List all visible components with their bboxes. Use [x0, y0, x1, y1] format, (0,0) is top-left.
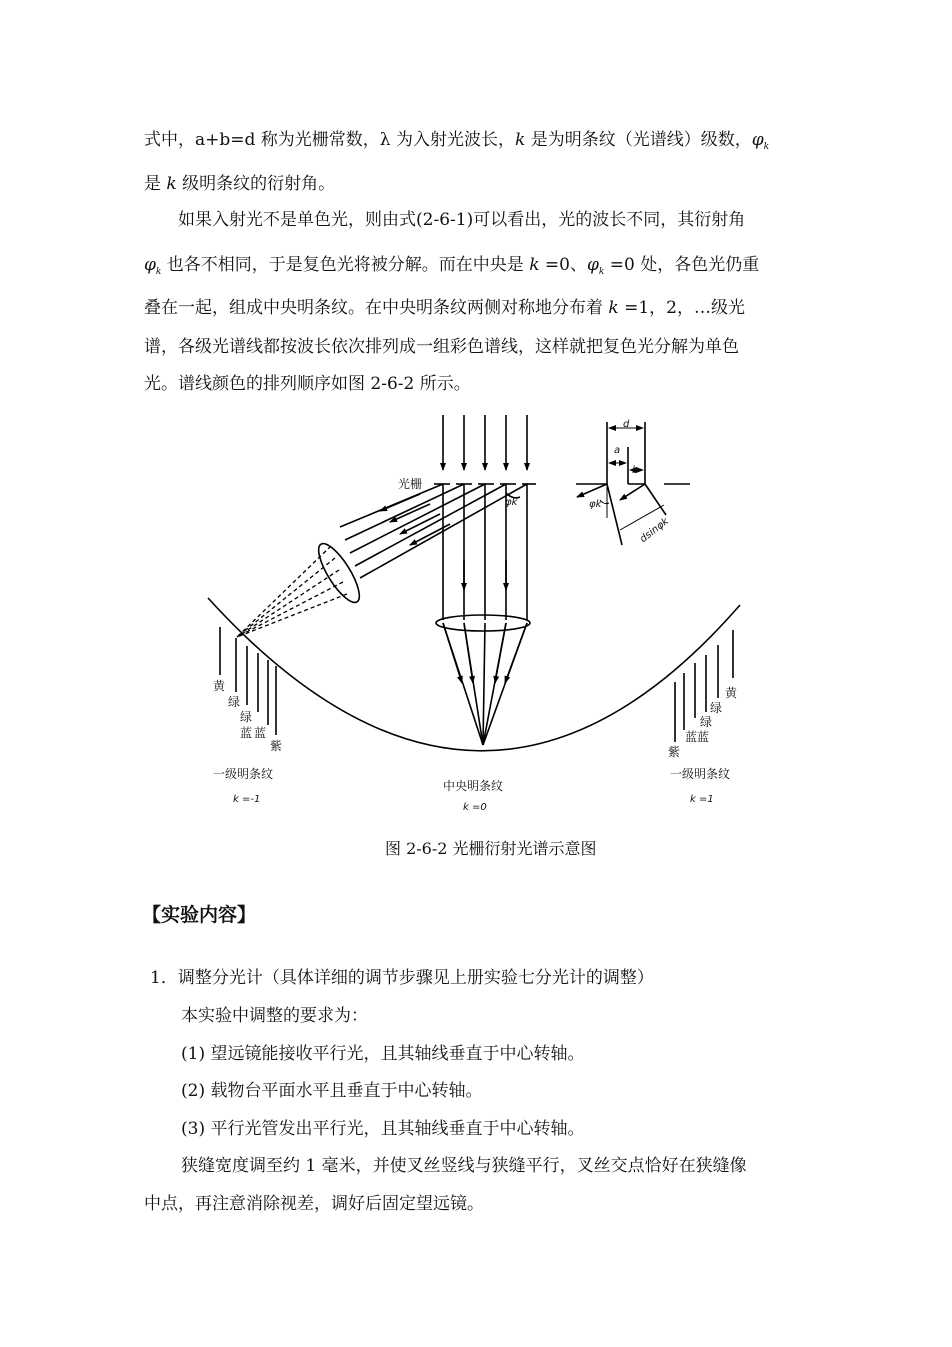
text-run: k — [514, 130, 526, 150]
right-k-label: k =1 — [690, 794, 714, 805]
right-color-green: 绿 — [710, 701, 723, 715]
right-color-yellow: 黄 — [725, 686, 738, 700]
phi-k-label: φk — [505, 497, 518, 508]
a-label: a — [614, 445, 621, 456]
text-run: φ — [144, 255, 156, 275]
section-heading: 【实验内容】 — [142, 904, 257, 926]
dsin-label: dsinφk — [638, 515, 671, 546]
paragraph-line: 谱，各级光谱线都按波长依次排列成一组彩色谱线，这样就把复色光分解为单色 — [144, 337, 739, 357]
right-color-green: 绿 — [700, 715, 713, 729]
center-label: 中央明条纹 — [443, 779, 504, 793]
text-run: 是 — [144, 174, 167, 194]
paragraph-line: 中点，再注意消除视差，调好后固定望远镜。 — [144, 1194, 484, 1214]
text-run: 叠在一起，组成中央明条纹。在中央明条纹两侧对称地分布着 — [144, 298, 609, 318]
text-run: φ — [751, 130, 764, 150]
left-order-label: 一级明条纹 — [213, 767, 274, 781]
grating-label: 光栅 — [398, 477, 423, 491]
right-order-label: 一级明条纹 — [670, 767, 731, 781]
text-run: 式中，a+b=d 称为光栅常数，λ 为入射光波长， — [144, 130, 515, 150]
b-label: b — [632, 465, 639, 476]
text-run: 级明条纹的衍射角。 — [176, 174, 336, 194]
left-color-blue: 蓝 — [254, 726, 267, 740]
right-color-blue: 蓝 — [685, 730, 698, 744]
text-run: k — [763, 142, 770, 152]
text-run: 也各不相同，于是复色光将被分解。而在中央是 — [161, 255, 530, 275]
d-label: d — [623, 419, 630, 430]
text-run: k — [529, 255, 540, 275]
list-item: 1．调整分光计（具体详细的调节步骤见上册实验七分光计的调整） — [150, 968, 654, 988]
center-k-label: k =0 — [463, 802, 487, 813]
text-run: k — [598, 267, 605, 277]
paragraph-line: 本实验中调整的要求为： — [181, 1006, 368, 1026]
right-color-blue: 蓝 — [697, 730, 710, 744]
text-run: =1，2，…级光 — [618, 298, 745, 318]
text-run: k — [166, 174, 177, 194]
text-run: =0、 — [539, 255, 587, 275]
text-run: 是为明条纹（光谱线）级数， — [525, 130, 752, 150]
text-run: φ — [586, 255, 599, 275]
phi-k-inset-label: φk — [589, 499, 602, 510]
left-color-green: 绿 — [240, 710, 253, 724]
left-color-yellow: 黄 — [213, 679, 226, 693]
right-color-violet: 紫 — [668, 745, 681, 759]
paragraph-line: 狭缝宽度调至约 1 毫米，并使叉丝竖线与狭缝平行，叉丝交点恰好在狭缝像 — [181, 1156, 747, 1176]
text-run: k — [155, 267, 162, 277]
requirement-item: (1) 望远镜能接收平行光，且其轴线垂直于中心转轴。 — [181, 1044, 585, 1064]
left-color-green: 绿 — [228, 695, 241, 709]
paragraph-line: 光。谱线颜色的排列顺序如图 2-6-2 所示。 — [144, 374, 471, 394]
lens-center — [436, 615, 530, 631]
requirement-item: (3) 平行光管发出平行光，且其轴线垂直于中心转轴。 — [181, 1119, 585, 1139]
figure-caption: 图 2-6-2 光栅衍射光谱示意图 — [385, 839, 597, 858]
paragraph-line: 如果入射光不是单色光，则由式(2-6-1)可以看出，光的波长不同，其衍射角 — [178, 210, 746, 230]
left-k-label: k =-1 — [233, 794, 261, 805]
text-run: =0 处，各色光仍重 — [604, 255, 760, 275]
text-run: k — [608, 298, 619, 318]
requirement-item: (2) 载物台平面水平且垂直于中心转轴。 — [181, 1081, 483, 1101]
left-color-violet: 紫 — [270, 739, 283, 753]
screen-arc — [208, 598, 740, 751]
left-color-blue: 蓝 — [240, 726, 253, 740]
